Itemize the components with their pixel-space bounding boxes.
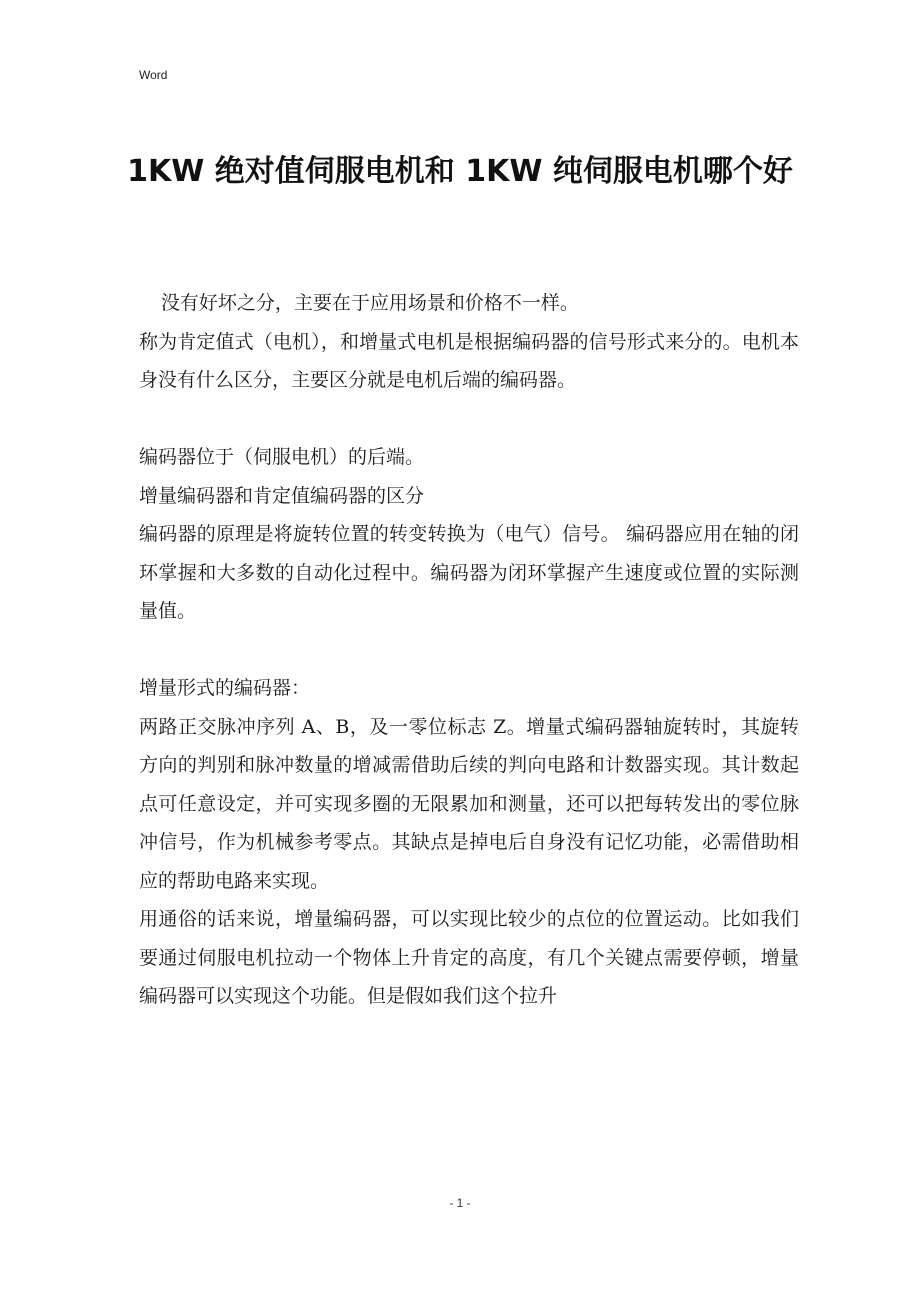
paragraph: 称为肯定值式（电机），和增量式电机是根据编码器的信号形式来分的。电机本身没有什么区分，主要区分就是电机后端的编码器。 xyxy=(139,330,799,391)
paragraph: 编码器的原理是将旋转位置的转变转换为（电气）信号。 编码器应用在轴的闭环掌握和大多数的自动化过程中。编码器为闭环掌握产生速度或位置的实际测量值。 xyxy=(139,523,799,622)
paragraph: 增量编码器和肯定值编码器的区分 xyxy=(139,484,425,507)
paragraph: 用通俗的话来说，增量编码器，可以实现比较少的点位的位置运动。比如我们要通过伺服电机拉动一个物体上升肯定的高度，有几个关键点需要停顿，增量编码器可以实现这个功能。但是假如我们这个拉升 xyxy=(139,908,799,1007)
paragraph: 编码器位于（伺服电机）的后端。 xyxy=(139,446,425,468)
document-title: 1KW 绝对值伺服电机和 1KW 纯伺服电机哪个好 xyxy=(127,154,793,189)
paragraph: 两路正交脉冲序列 A、B，及一零位标志 Z。增量式编码器轴旋转时，其旋转方向的判别和脉冲数量的增减需借助后续的判向电路和计数器实现。其计数起点可任意设定，并可实现多圈的无限累加和测量，还可以把每转发出的零位脉冲信号，作为机械参考零点。其缺点是掉电后自身没有记忆功能，必需借助相应的帮助电路来实现。 xyxy=(139,715,799,892)
blank-line xyxy=(139,631,799,670)
document-body xyxy=(139,284,799,1016)
page-number: - 1 - xyxy=(449,1196,471,1210)
blank-line xyxy=(139,400,799,439)
paragraph: 没有好坏之分，主要在于应用场景和价格不一样。 xyxy=(160,292,579,314)
paragraph: 增量形式的编码器： xyxy=(139,677,311,699)
header-label: Word xyxy=(139,68,168,82)
